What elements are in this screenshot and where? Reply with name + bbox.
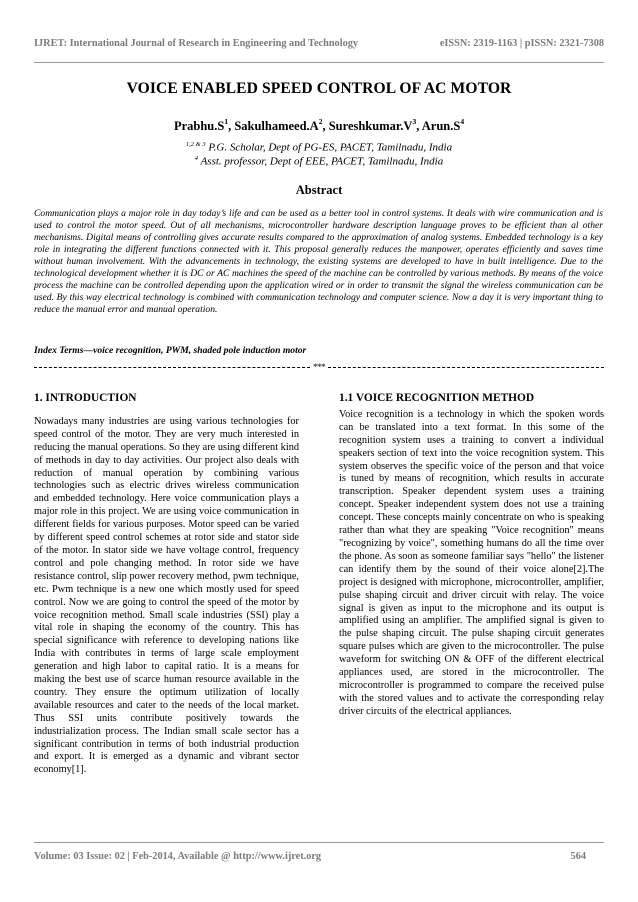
voice-body: Voice recognition is a technology in which the spoken words can be translated into a text format. In this some of the recognition system uses a training to convert a individual speakers section of text into the voice recognition system. This system observes the specific voice of the person and that voice is tuned by means of recognition, which results in accurate transcription. Speaker dependent system uses a training concept. Speaker independent system does not use a training concept. These concepts mainly concentrate on who is speaking rather than what they are speaking "Voice recognition" means "recognizing by voice", something humans do all the time over the phone. As soon as someone familiar says "hello" the listener can identify them by the sound of their voice alone[2].The project is designed with microphone, microcontroller, amplifier, pulse shaping circuit and driver circuit with relay. The voice signal is given as input to the microphone and its output is amplified using an amplifier. The amplified signal is given to the pulse shaping circuit. The pulse shaping circuit generates square pulses which are given to the microcontroller. The pulse waveform for switching ON & OFF of the different electrical appliances used, are stored in the microcontroller. The microcontroller is programmed to compare the received pulse with the stored values and to activate the corresponding relay driver circuits of the electrical appliances. [339, 408, 604, 717]
abstract-text: Communication plays a major role in day today’s life and can be used as a better tool in control systems. It deals with wire communication and is used to control the motor speed. Out of all mechanisms, microcontroller hardware description language proves to be efficient than al other mechanisms. Digital means of controlling gives accurate results compared to the approximation of analog systems. Embedded technology is a key role in integrating the different functions connected with it. This proposal generally reduces the manpower, operates efficiently and saves time without human involvement. With the advancements in technology, the existing systems are developed to have in built intelligence. Due to the technological development whether it is DC or AC machines the speed of the machine can be controlled by various methods. By means of the voice process the machine can be controlled depending upon the application wired or in order to transmit the signal the wireless communication can be used. By this way electrical technology is combined with communication technology and computer science. Now a day it is very important thing to reduce the manual error and manual operation. [34, 208, 603, 315]
journal-name: IJRET: International Journal of Research in Engineering and Technology [34, 38, 359, 49]
paper-title: VOICE ENABLED SPEED CONTROL OF AC MOTOR [126, 80, 512, 97]
footer-volume: Volume: 03 Issue: 02 | Feb-2014, Available @ http://www.ijret.org [34, 851, 322, 862]
divider-dash [34, 367, 310, 368]
author-list: $Prabhu.S^1$, $Sakulhameed.A^2$, $Sureshkumar.V^3$, $Arun.S^4$ [173, 117, 465, 134]
author-sup: 2 [318, 117, 323, 126]
divider-mark: *** [313, 362, 325, 372]
section-divider [34, 361, 604, 373]
author-sup: 3 [412, 117, 417, 126]
affiliation [34, 155, 604, 168]
issn: eISSN: 2319-1163 | pISSN: 2321-7308 [439, 38, 604, 49]
affiliation [34, 141, 604, 154]
voice-heading: 1.1 VOICE RECOGNITION METHOD [339, 392, 535, 404]
footer-rule [34, 842, 604, 843]
header-rule [34, 62, 604, 63]
affiliation-text: P.G. Scholar, Dept of PG-ES, PACET, Tamilnadu, India [205, 141, 453, 154]
intro-body: Nowadays many industries are using various technologies for speed control of the motor. They are very much interested in reducing the manual operations. So they are using different kind of methods in day to day activities. Our project also deals with reduction of manual operation by combining various technologies such as electric drives wireless communication and embedded technology. Here voice communication plays a major role in this project. We are using voice communication in different fields for various purposes. Motor speed can be varied by different speed control schemes at rotor side and stator side of the motor. In stator side we have voltage control, frequency control and pole changing method. In rotor side we have resistance control, slip power recovery method, pwm technique, etc. Pwm technique is a new one which mostly used for speed control. Now we are going to control the speed of the motor by voice recognition method. Small scale industries (SSI) play a vital role in shaping the economy of the country. This has special significance with reference to developing nations like India with contributes in terms of large scale employment generation and high labor to capital ratio. It is a means for making the best use of scarce human resource available in the country. They ensure the optimum utilization of locally available resources and cater to the needs of the local market. Thus SSI units contribute positively towards the industrialization process. The Indian small scale sector has a significant contribution in terms of both industrial production and export. It is emerged as a dynamic and vibrant sector economy[1]. [34, 415, 299, 776]
affiliation-text: Asst. professor, Dept of EEE, PACET, Tamilnadu, India [198, 155, 444, 168]
left-column [34, 392, 299, 777]
running-footer [34, 851, 604, 867]
author-sup: 4 [460, 117, 465, 126]
author-name: Sakulhameed.A [234, 119, 319, 134]
divider-dash [328, 367, 604, 368]
author-sup: 1 [224, 117, 229, 126]
running-header [34, 38, 604, 54]
author-name: Arun.S [421, 119, 461, 134]
page-number: 564 [570, 851, 586, 862]
index-terms: Index Terms—voice recognition, PWM, shaded pole induction motor [34, 345, 307, 356]
affiliation-sup: 1,2 & 3 [185, 141, 206, 148]
intro-heading: 1. INTRODUCTION [34, 392, 137, 404]
author-name: Sureshkumar.V [328, 119, 413, 134]
abstract-heading: Abstract [295, 183, 343, 197]
author-name: Prabhu.S [173, 119, 225, 134]
right-column [339, 392, 604, 719]
affiliation-sup: 4 [194, 155, 199, 162]
